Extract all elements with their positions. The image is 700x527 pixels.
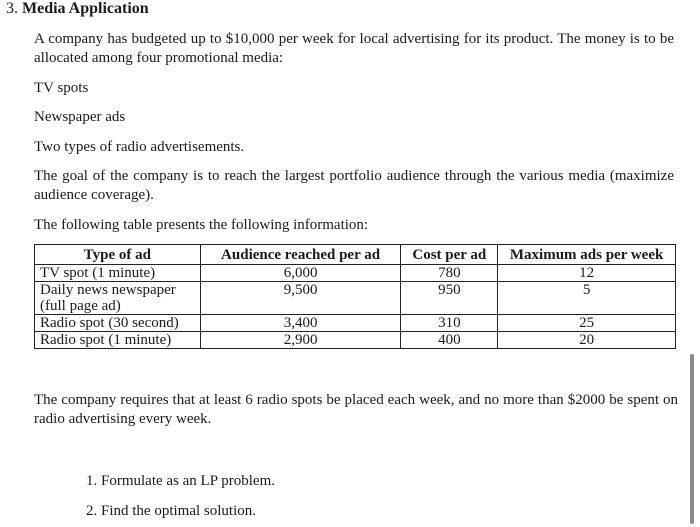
problem-number: 3. bbox=[6, 0, 18, 17]
problem-heading bbox=[6, 0, 149, 18]
table-header-row bbox=[35, 245, 676, 265]
cell-max: 12 bbox=[498, 265, 676, 282]
scrollbar-thumb[interactable] bbox=[690, 354, 694, 524]
cell-cost: 780 bbox=[401, 265, 498, 282]
header-max: Maximum ads per week bbox=[498, 245, 676, 265]
cell-audience: 3,400 bbox=[200, 315, 401, 332]
cell-type: Radio spot (1 minute) bbox=[35, 332, 201, 349]
table-row bbox=[35, 282, 676, 315]
table-row bbox=[35, 332, 676, 349]
table-intro: The following table presents the following information: bbox=[34, 217, 369, 233]
cell-type: Radio spot (30 second) bbox=[35, 315, 201, 332]
goal-paragraph: The goal of the company is to reach the largest portfolio audience through the various media (maximize audience coverage). bbox=[34, 168, 674, 203]
header-cost: Cost per ad bbox=[401, 245, 498, 265]
cell-type: Daily news newspaper (full page ad) bbox=[35, 282, 201, 315]
table-row bbox=[35, 265, 676, 282]
media-item-tv: TV spots bbox=[34, 80, 89, 96]
header-audience: Audience reached per ad bbox=[200, 245, 401, 265]
cell-max: 20 bbox=[498, 332, 676, 349]
header-type: Type of ad bbox=[35, 245, 201, 265]
problem-title: Media Application bbox=[22, 0, 149, 17]
cell-audience: 2,900 bbox=[200, 332, 401, 349]
cell-audience: 9,500 bbox=[200, 282, 401, 315]
cell-audience: 6,000 bbox=[200, 265, 401, 282]
requirement-paragraph: The company requires that at least 6 radio spots be placed each week, and no more than $2000 be spent on radio advertising every week. bbox=[34, 392, 678, 427]
media-item-radio: Two types of radio advertisements. bbox=[34, 139, 245, 155]
intro-paragraph: A company has budgeted up to $10,000 per week for local advertising for its product. The money is to be allocated among four promotional media: bbox=[34, 31, 674, 66]
cell-type: TV spot (1 minute) bbox=[35, 265, 201, 282]
task-item-solve: 2. Find the optimal solution. bbox=[86, 503, 257, 519]
cell-max: 5 bbox=[498, 282, 676, 315]
media-item-newspaper: Newspaper ads bbox=[34, 109, 126, 125]
table-row bbox=[35, 315, 676, 332]
cell-cost: 310 bbox=[401, 315, 498, 332]
cell-max: 25 bbox=[498, 315, 676, 332]
cell-cost: 400 bbox=[401, 332, 498, 349]
ad-info-table bbox=[34, 244, 676, 349]
cell-cost: 950 bbox=[401, 282, 498, 315]
task-item-formulate: 1. Formulate as an LP problem. bbox=[86, 473, 275, 489]
